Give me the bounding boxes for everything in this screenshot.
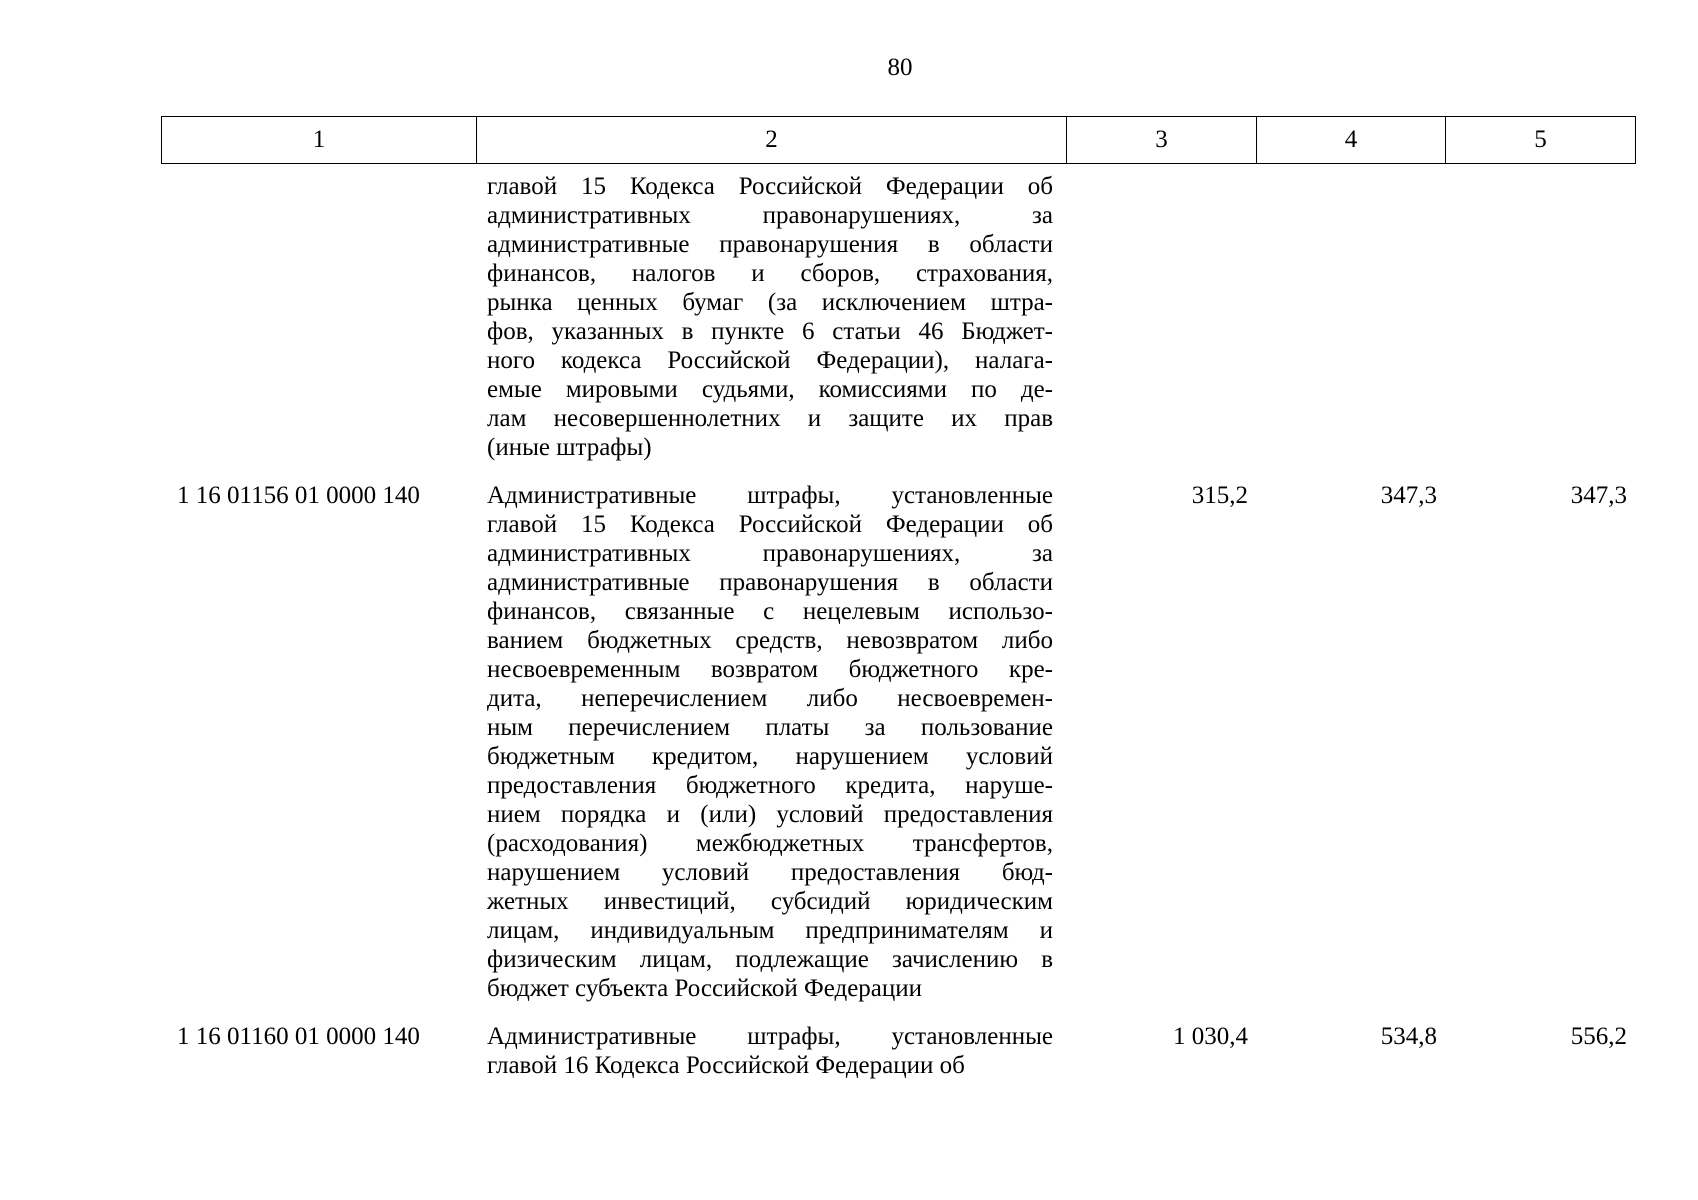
description-line: главой 15 Кодекса Российской Федерации об bbox=[487, 511, 1053, 538]
row-value-col-5: 556,2 bbox=[1570, 1023, 1627, 1050]
row-value-col-3: 315,2 bbox=[1191, 482, 1248, 509]
description-line: финансов, связанные с нецелевым использо- bbox=[487, 598, 1053, 625]
description-line: (расходования) межбюджетных трансфертов, bbox=[487, 830, 1053, 857]
description-line: лицам, индивидуальным предпринимателям и bbox=[487, 917, 1053, 944]
page-number: 80 bbox=[887, 54, 913, 81]
description-line: Административные штрафы, установленные bbox=[487, 1023, 1053, 1050]
description-line: бюджет субъекта Российской Федерации bbox=[487, 975, 923, 1002]
row-description bbox=[487, 1022, 1053, 1080]
description-line: главой 15 Кодекса Российской Федерации об bbox=[487, 173, 1053, 200]
description-line: ного кодекса Российской Федерации), налага- bbox=[487, 347, 1053, 374]
description-line: фов, указанных в пункте 6 статьи 46 Бюджет- bbox=[487, 318, 1053, 345]
description-line: бюджетным кредитом, нарушением условий bbox=[487, 743, 1053, 770]
description-line: нарушением условий предоставления бюд- bbox=[487, 859, 1053, 886]
description-line: Административные штрафы, установленные bbox=[487, 482, 1053, 509]
header-col-1: 1 bbox=[162, 117, 477, 164]
row-value-col-5: 347,3 bbox=[1570, 482, 1627, 509]
description-line: административные правонарушения в области bbox=[487, 231, 1053, 258]
header-row bbox=[162, 117, 1636, 164]
description-line: рынка ценных бумаг (за исключением штра- bbox=[487, 289, 1053, 316]
description-line: дита, неперечислением либо несвоевремен- bbox=[487, 685, 1053, 712]
row-value-col-4: 534,8 bbox=[1380, 1023, 1437, 1050]
description-line: лам несовершеннолетних и защите их прав bbox=[487, 405, 1053, 432]
description-line: главой 16 Кодекса Российской Федерации об bbox=[487, 1052, 965, 1079]
table-header bbox=[161, 116, 1636, 164]
row-value-col-4: 347,3 bbox=[1380, 482, 1437, 509]
description-line: административных правонарушениях, за bbox=[487, 540, 1053, 567]
header-col-2: 2 bbox=[477, 117, 1067, 164]
row-description bbox=[487, 481, 1053, 1003]
description-line: несвоевременным возвратом бюджетного кре- bbox=[487, 656, 1053, 683]
header-col-5: 5 bbox=[1446, 117, 1636, 164]
header-col-3: 3 bbox=[1067, 117, 1257, 164]
description-line: ным перечислением платы за пользование bbox=[487, 714, 1053, 741]
description-line: емые мировыми судьями, комиссиями по де- bbox=[487, 376, 1053, 403]
description-line: нием порядка и (или) условий предоставления bbox=[487, 801, 1053, 828]
description-line: предоставления бюджетного кредита, наруше- bbox=[487, 772, 1053, 799]
row-description bbox=[487, 172, 1053, 462]
description-line: административных правонарушениях, за bbox=[487, 202, 1053, 229]
description-line: финансов, налогов и сборов, страхования, bbox=[487, 260, 1053, 287]
row-code: 1 16 01156 01 0000 140 bbox=[177, 482, 420, 509]
description-line: (иные штрафы) bbox=[487, 434, 652, 461]
description-line: административные правонарушения в области bbox=[487, 569, 1053, 596]
header-col-4: 4 bbox=[1257, 117, 1446, 164]
row-code: 1 16 01160 01 0000 140 bbox=[177, 1023, 420, 1050]
description-line: физическим лицам, подлежащие зачислению в bbox=[487, 946, 1053, 973]
row-value-col-3: 1 030,4 bbox=[1173, 1023, 1248, 1050]
description-line: ванием бюджетных средств, невозвратом либо bbox=[487, 627, 1053, 654]
description-line: жетных инвестиций, субсидий юридическим bbox=[487, 888, 1053, 915]
